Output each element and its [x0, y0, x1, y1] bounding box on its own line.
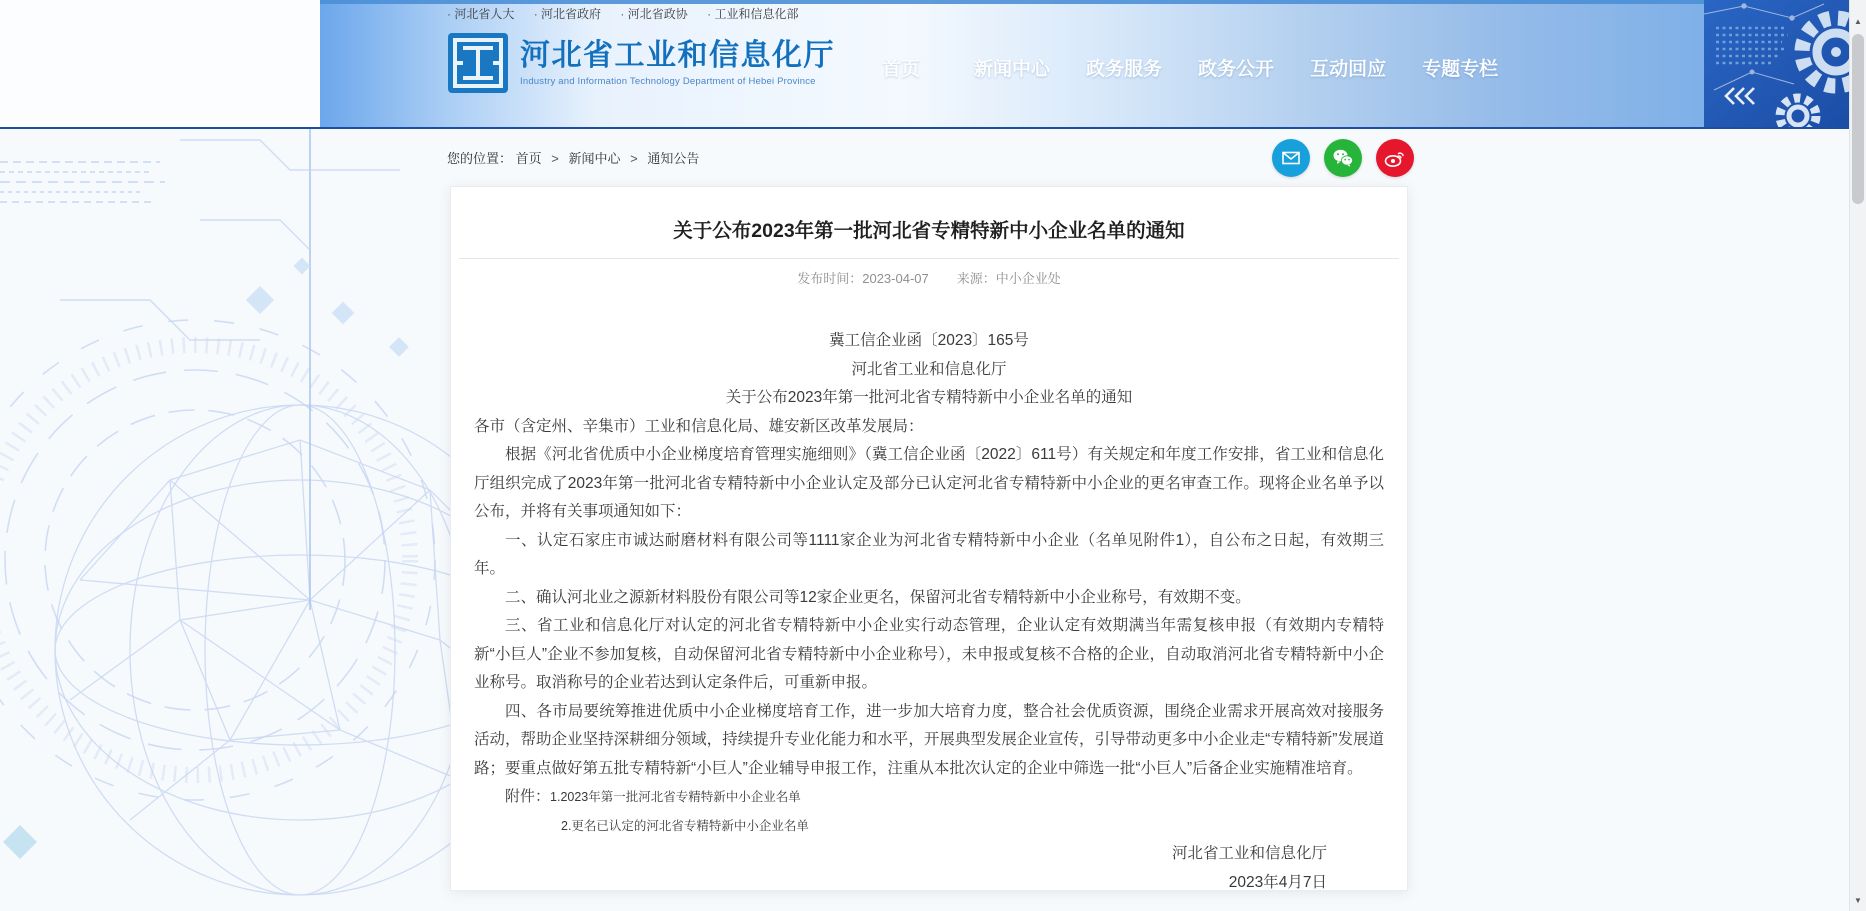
nav-item-interaction[interactable]: 互动回应 — [1310, 59, 1387, 80]
nav-item-special-topics[interactable]: 专题专栏 — [1422, 59, 1499, 80]
site-subtitle: Industry and Information Technology Department of Hebei Province — [520, 76, 816, 87]
envelope-icon — [1281, 148, 1301, 168]
share-buttons — [1272, 139, 1428, 177]
wechat-icon — [1332, 148, 1354, 168]
top-link-hebei-government[interactable]: · 河北省政府 — [534, 7, 601, 21]
nav-item-home[interactable]: 首页 — [882, 59, 921, 80]
article-meta — [451, 268, 1407, 287]
gears-artwork-icon — [1704, 0, 1850, 127]
logo-text — [520, 39, 835, 87]
header-left-panel — [0, 0, 320, 127]
doc-paragraph: 三、省工业和信息化厅对认定的河北省专精特新中小企业实行动态管理，企业认定有效期满当年需复核申报（有效期内专精特新“小巨人”企业不参加复核，自动保留河北省专精特新中小企业称号），未申报或复核不合格的企业，自动取消河北省专精特新中小企业称号。取消称号的企业若达到认定条件后，可重新申报。 — [474, 617, 1384, 692]
document-body — [474, 327, 1384, 897]
breadcrumb-home[interactable]: 首页 — [515, 151, 542, 166]
publish-date: 2023-04-07 — [862, 271, 929, 287]
top-link-miit[interactable]: · 工业和信息化部 — [707, 7, 798, 21]
doc-title: 关于公布2023年第一批河北省专精特新中小企业名单的通知 — [725, 389, 1133, 407]
doc-number: 冀工信企业函〔2023〕165号 — [829, 332, 1029, 350]
doc-paragraph: 四、各市局要统筹推进优质中小企业梯度培育工作，进一步加大培育力度，整合社会优质资源，围绕企业需求开展高效对接服务活动，帮助企业坚持深耕细分领域，持续提升专业化能力和水平，开展典型发展企业宣传，引导带动更多中小企业走“专精特新”发展道路；要重点做好第五批专精特新“小巨人”企业辅导申报工作，注重从本批次认定的企业中筛选一批“小巨人”后备企业实施精准培育。 — [474, 702, 1384, 777]
site-header — [0, 0, 1850, 129]
doc-salutation: 各市（含定州、辛集市）工业和信息化局、雄安新区改革发展局： — [474, 417, 924, 435]
header-top-stripe — [320, 0, 1704, 4]
scrollbar-up-arrow-icon[interactable]: ▲ — [1854, 17, 1862, 26]
signature-block — [474, 840, 1384, 897]
attachments-row — [505, 783, 1384, 812]
wechat-share-button[interactable] — [1324, 139, 1362, 177]
breadcrumb-news-center[interactable]: 新闻中心 — [568, 151, 621, 166]
title-divider — [459, 258, 1399, 259]
logo-icon — [447, 32, 509, 94]
breadcrumb-separator: > — [630, 151, 638, 166]
signature-date: 2023年4月7日 — [1228, 873, 1327, 891]
breadcrumb-separator: > — [551, 151, 559, 166]
attachment-link-1[interactable]: 1.2023年第一批河北省专精特新中小企业名单 — [550, 790, 801, 805]
background-circuit-decoration — [0, 100, 480, 911]
source-label: 来源： — [956, 271, 996, 287]
nav-item-gov-disclosure[interactable]: 政务公开 — [1198, 59, 1275, 80]
scrollbar[interactable] — [1849, 0, 1866, 911]
top-link-hebei-cppcc[interactable]: · 河北省政协 — [620, 7, 687, 21]
scrollbar-thumb[interactable] — [1852, 34, 1864, 204]
top-link-hebei-peoples-congress[interactable]: · 河北省人大 — [447, 7, 514, 21]
nav-item-gov-services[interactable]: 政务服务 — [1086, 59, 1163, 80]
doc-paragraph: 一、认定石家庄市诚达耐磨材料有限公司等1111家企业为河北省专精特新中小企业（名单见附件1），自公布之日起，有效期三年。 — [474, 531, 1384, 578]
top-links-bar — [447, 5, 814, 22]
doc-paragraph: 二、确认河北业之源新材料股份有限公司等12家企业更名，保留河北省专精特新中小企业称号，有效期不变。 — [505, 588, 1251, 606]
weibo-share-button[interactable] — [1376, 139, 1414, 177]
site-title: 河北省工业和信息化厅 — [520, 39, 835, 72]
attachments-row — [505, 812, 1384, 841]
header-tech-art — [1704, 0, 1850, 127]
site-logo[interactable] — [447, 32, 835, 94]
attachment-link-2[interactable]: 2.更名已认定的河北省专精特新中小企业名单 — [561, 818, 809, 833]
breadcrumb-label: 您的位置： — [447, 151, 513, 166]
breadcrumb — [447, 148, 699, 167]
scrollbar-down-arrow-icon[interactable]: ▼ — [1854, 896, 1862, 905]
source-value: 中小企业处 — [995, 271, 1061, 287]
article-title: 关于公布2023年第一批河北省专精特新中小企业名单的通知 — [673, 220, 1185, 242]
article-card — [450, 186, 1408, 891]
breadcrumb-notices[interactable]: 通知公告 — [647, 151, 700, 166]
doc-paragraph: 根据《河北省优质中小企业梯度培育管理实施细则》（冀工信企业函〔2022〕611号）有关规定和年度工作安排，省工业和信息化厅组织完成了2023年第一批河北省专精特新中小企业认定及部分已认定河北省专精特新中小企业的更名审查工作。现将企业名单予以公布，并将有关事项通知如下： — [474, 446, 1384, 521]
weibo-icon — [1384, 148, 1406, 168]
attachments-label: 附件： — [505, 788, 551, 806]
nav-item-news-center[interactable]: 新闻中心 — [974, 59, 1051, 80]
publish-time-label: 发布时间： — [797, 271, 863, 287]
main-navigation — [882, 54, 1534, 81]
email-share-button[interactable] — [1272, 139, 1310, 177]
doc-issuer: 河北省工业和信息化厅 — [851, 360, 1007, 378]
signature-org: 河北省工业和信息化厅 — [1171, 845, 1327, 863]
